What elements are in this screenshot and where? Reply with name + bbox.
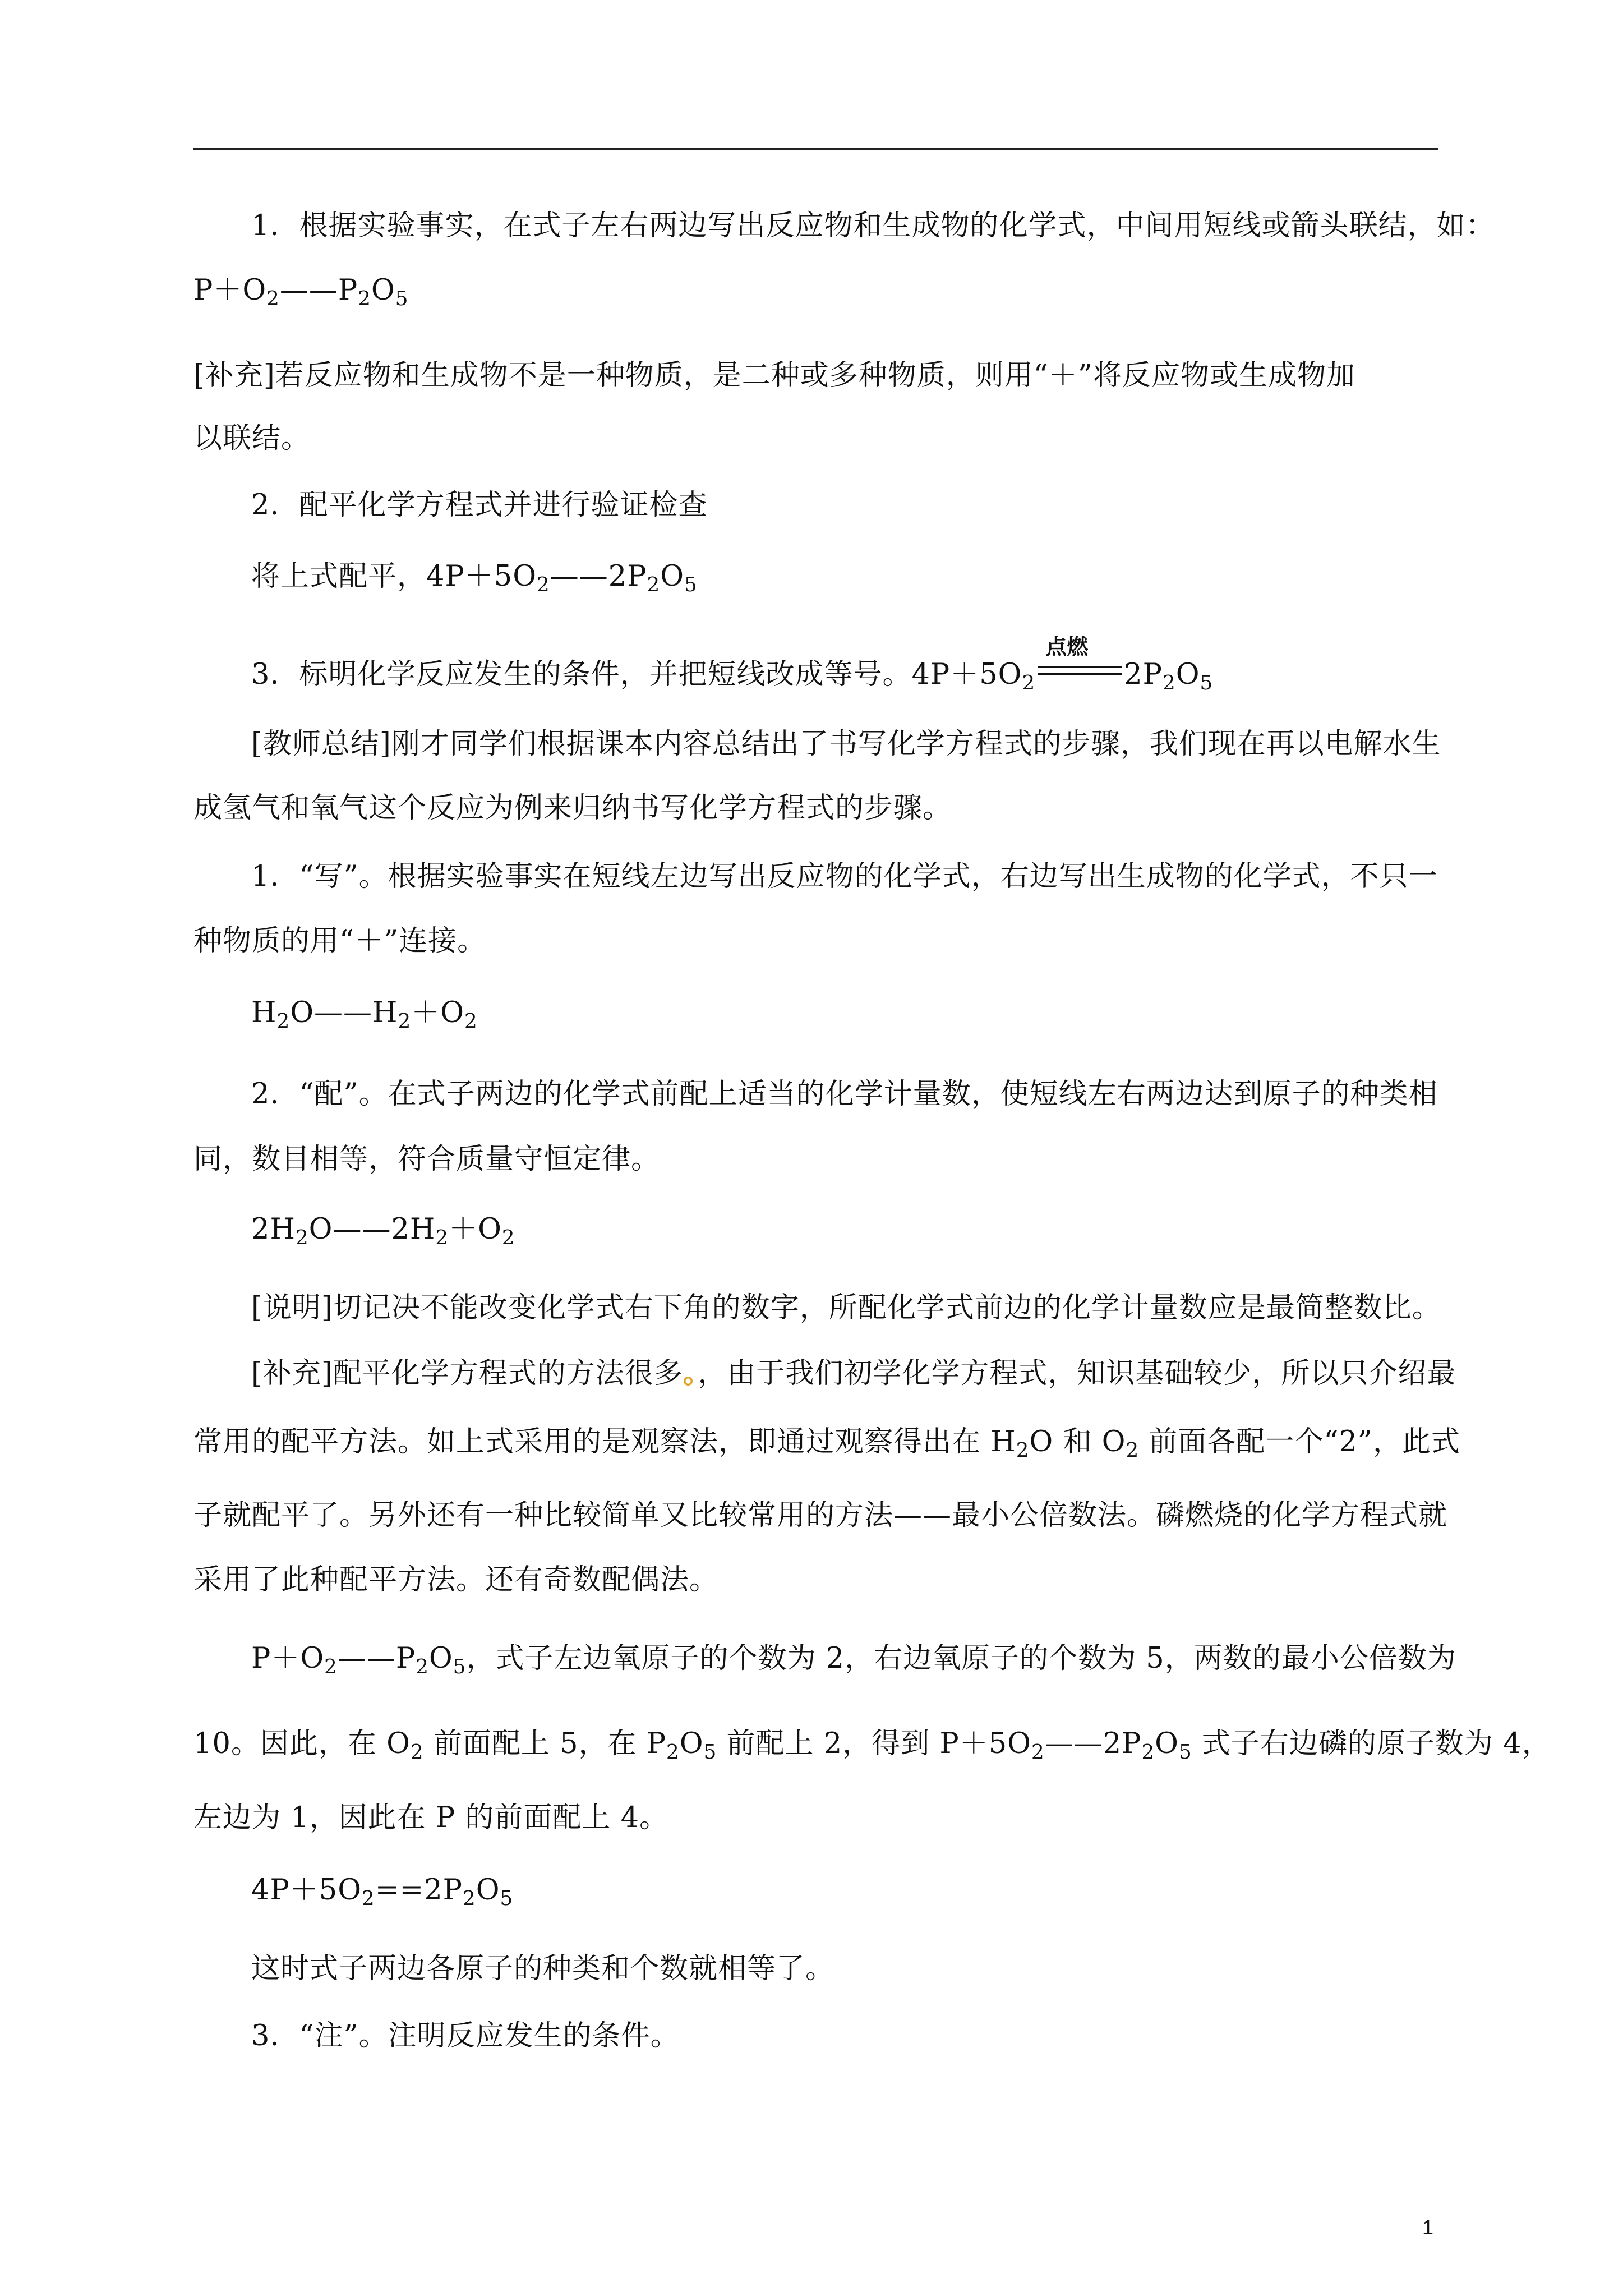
subscript: 5	[395, 287, 409, 310]
text-segment: 种物质的用“＋”连接。	[193, 924, 487, 958]
header-rule	[193, 148, 1438, 150]
subscript: 5	[453, 1655, 467, 1678]
text-segment: [补充]若反应物和生成物不是一种物质，是二种或多种物质，则用“＋”将反应物或生成物加	[193, 359, 1355, 392]
text-line	[193, 1563, 1444, 1597]
text-line	[251, 489, 1502, 522]
text-segment: [补充]配平化学方程式的方法很多	[251, 1357, 683, 1390]
text-segment: 左边为 1，因此在 P 的前面配上 4。	[193, 1801, 669, 1834]
text-segment: O 和 O	[1029, 1425, 1126, 1458]
mark-glyph: 。	[683, 1356, 698, 1390]
subscript: 5	[703, 1740, 717, 1764]
subscript: 2	[266, 287, 280, 310]
equation-line	[251, 634, 1502, 694]
subscript: 2	[358, 287, 371, 310]
subscript: 2	[464, 1009, 478, 1033]
text-segment: O	[660, 560, 685, 593]
text-segment: O——2H	[308, 1213, 436, 1246]
subscript: 2	[398, 1009, 412, 1033]
subscript: 2	[276, 1009, 291, 1033]
subscript: 2	[410, 1740, 424, 1764]
text-line	[193, 1727, 1551, 1764]
text-segment: ==2P	[375, 1874, 463, 1907]
text-line	[251, 728, 1502, 761]
text-segment: 2．“配”。在式子两边的化学式前配上适当的化学计量数，使短线左右两边达到原子的种类相	[251, 1078, 1438, 1111]
reaction-condition-equals	[1038, 634, 1122, 684]
equation-line	[251, 560, 1502, 596]
subscript: 5	[684, 573, 698, 596]
subscript: 2	[666, 1740, 680, 1764]
text-segment: ，由于我们初学化学方程式，知识基础较少，所以只介绍最	[698, 1357, 1456, 1390]
text-segment: 将上式配平，4P＋5O	[251, 560, 537, 593]
text-segment: 2H	[251, 1213, 296, 1246]
text-segment: ——2P	[550, 560, 647, 593]
subscript: 2	[1126, 1438, 1140, 1462]
text-segment: 采用了此种配平方法。还有奇数配偶法。	[193, 1563, 719, 1596]
equals-bar	[1038, 673, 1122, 675]
subscript: 2	[435, 1226, 449, 1249]
text-line	[193, 1499, 1448, 1533]
text-line	[193, 1801, 1444, 1835]
text-line	[251, 1642, 1502, 1676]
text-segment: 4P＋5O	[251, 1874, 362, 1907]
equation-line	[251, 996, 1502, 1033]
subscript: 2	[416, 1655, 429, 1678]
text-segment: O	[428, 1642, 453, 1675]
text-line	[251, 860, 1502, 894]
text-line	[193, 924, 1444, 958]
text-segment: H	[251, 996, 277, 1029]
text-segment: 以联结。	[193, 422, 311, 455]
text-segment: 同，数目相等，符合质量守恒定律。	[193, 1143, 661, 1176]
text-line	[251, 1952, 1502, 1986]
page-number: 1	[1422, 2216, 1434, 2239]
text-segment: O——H	[290, 996, 398, 1029]
text-line	[193, 1425, 1460, 1462]
text-segment: ＋O	[449, 1213, 502, 1246]
equals-bar	[1038, 666, 1122, 668]
text-line	[193, 359, 1444, 393]
subscript: 5	[500, 1887, 514, 1910]
text-segment: 3．“注”。注明反应发生的条件。	[251, 2019, 680, 2053]
text-segment: 前配上 2，得到 P＋5O	[717, 1727, 1031, 1760]
text-segment: 前面各配一个“2”，此式	[1139, 1425, 1460, 1458]
subscript: 2	[324, 1655, 338, 1678]
text-segment: O	[371, 274, 395, 307]
subscript: 2	[501, 1226, 515, 1249]
text-segment: ——P	[337, 1642, 416, 1675]
subscript: 5	[1200, 671, 1214, 694]
text-segment: 1．根据实验事实，在式子左右两边写出反应物和生成物的化学式，中间用短线或箭头联结，如：	[251, 209, 1495, 242]
text-segment: 前面配上 5，在 P	[423, 1727, 667, 1760]
text-line	[251, 1291, 1502, 1325]
text-segment: ＋O	[411, 996, 465, 1029]
text-segment: [说明]切记决不能改变化学式右下角的数字，所配化学式前边的化学计量数应是最简整数比。	[251, 1291, 1441, 1324]
subscript: 2	[362, 1887, 375, 1910]
subscript: 5	[1178, 1740, 1192, 1764]
condition-label: 点燃	[1045, 634, 1089, 659]
text-segment: 2P	[1124, 658, 1163, 691]
text-line	[251, 2019, 1502, 2053]
subscript: 2	[1141, 1740, 1155, 1764]
text-line	[193, 1143, 1444, 1176]
text-line	[251, 1078, 1502, 1111]
text-segment: P＋O	[251, 1642, 325, 1675]
text-segment: [教师总结]刚才同学们根据课本内容总结出了书写化学方程式的步骤，我们现在再以电解水生	[251, 728, 1441, 761]
equation-line	[251, 1874, 1502, 1910]
text-segment: O	[1175, 658, 1200, 691]
subscript: 2	[295, 1226, 309, 1249]
text-segment: ——2P	[1044, 1727, 1142, 1760]
text-segment: 2．配平化学方程式并进行验证检查	[251, 489, 708, 522]
text-segment: 10。因此，在 O	[193, 1727, 411, 1760]
subscript: 2	[1016, 1438, 1030, 1462]
text-segment: 这时式子两边各原子的种类和个数就相等了。	[251, 1952, 835, 1985]
text-segment: O	[679, 1727, 704, 1760]
text-segment: ，式子左边氧原子的个数为 2，右边氧原子的个数为 5，两数的最小公倍数为	[466, 1642, 1456, 1675]
subscript: 2	[1162, 671, 1176, 694]
text-segment: 常用的配平方法。如上式采用的是观察法，即通过观察得出在 H	[193, 1425, 1016, 1458]
subscript: 2	[537, 573, 550, 596]
text-line	[251, 1356, 1502, 1391]
text-line	[193, 422, 1444, 455]
text-segment: O	[1155, 1727, 1179, 1760]
subscript: 2	[1031, 1740, 1045, 1764]
subscript: 2	[1022, 671, 1036, 694]
text-segment: 成氢气和氧气这个反应为例来归纳书写化学方程式的步骤。	[193, 792, 952, 825]
text-segment: 1．“写”。根据实验事实在短线左边写出反应物的化学式，右边写出生成物的化学式，不只一	[251, 860, 1438, 893]
text-line	[251, 209, 1502, 243]
subscript: 2	[462, 1887, 476, 1910]
subscript: 2	[647, 573, 661, 596]
text-segment: 子就配平了。另外还有一种比较简单又比较常用的方法——最小公倍数法。磷燃烧的化学方程式就	[193, 1499, 1448, 1532]
text-segment: P＋O	[193, 274, 267, 307]
text-segment: ——P	[279, 274, 358, 307]
text-segment: 式子右边磷的原子数为 4，	[1192, 1727, 1551, 1760]
text-segment: O	[476, 1874, 500, 1907]
text-segment: 3．标明化学反应发生的条件，并把短线改成等号。4P＋5O	[251, 658, 1022, 691]
equation-line	[251, 1213, 1502, 1249]
equation-line	[193, 274, 1444, 310]
text-line	[193, 792, 1444, 825]
